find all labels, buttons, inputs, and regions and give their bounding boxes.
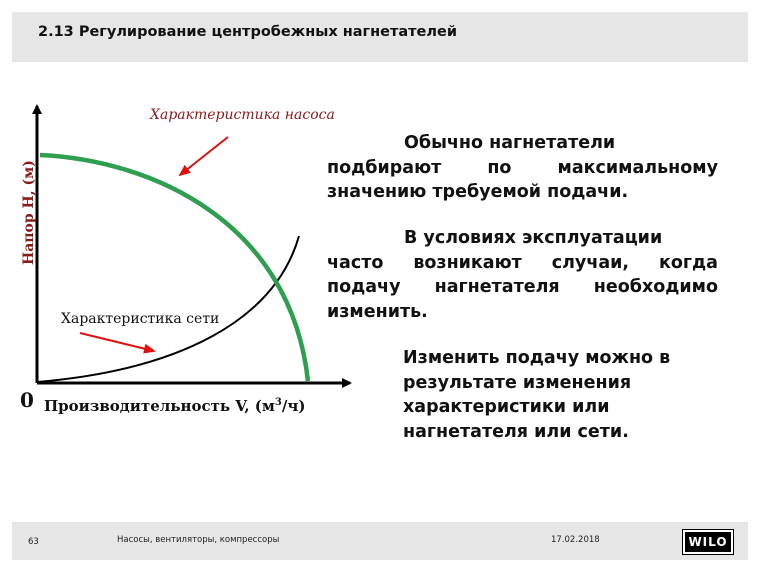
network-curve-arrow — [80, 333, 154, 351]
x-axis-label: Производительность V, $(м^3/ч)$ — [44, 397, 306, 415]
paragraph-line: изменить. — [327, 301, 428, 322]
paragraph-line: подачу нагнетателя необходимо — [327, 277, 718, 297]
paragraph-line: подбирают по максимальному — [327, 157, 718, 178]
paragraph-line: В условиях эксплуатации — [404, 228, 663, 248]
paragraph-line: значению требуемой подачи. — [327, 182, 629, 202]
paragraph-selection — [327, 131, 718, 205]
footer-subject: Насосы, вентиляторы, компрессоры — [117, 535, 280, 545]
paragraph-line: характеристики или — [403, 397, 610, 417]
footer-date: 17.02.2018 — [551, 535, 600, 545]
pump-curve-label: Характеристика насоса — [150, 107, 335, 123]
paragraph-line: часто возникают случаи, когда — [327, 252, 718, 273]
paragraph-line: результате изменения — [403, 372, 632, 393]
network-curve-label: Характеристика сети — [61, 311, 220, 327]
paragraph-line: нагнетателя или сети. — [403, 421, 629, 442]
page-number: 63 — [28, 537, 39, 547]
origin-label: 0 — [20, 388, 34, 412]
paragraph-line: Изменить подачу можно в — [403, 348, 671, 368]
paragraph-line: Обычно нагнетатели — [404, 133, 616, 153]
paragraph-operation — [327, 226, 718, 324]
pump-curve — [40, 155, 308, 381]
pump-curve-arrow — [180, 137, 228, 175]
slide-title: 2.13 Регулирование центробежных нагнетателей — [38, 24, 457, 40]
y-axis-label: Напор H, (м) — [21, 160, 37, 265]
paragraph-change — [403, 346, 718, 444]
wilo-logo: WILO — [683, 530, 733, 554]
